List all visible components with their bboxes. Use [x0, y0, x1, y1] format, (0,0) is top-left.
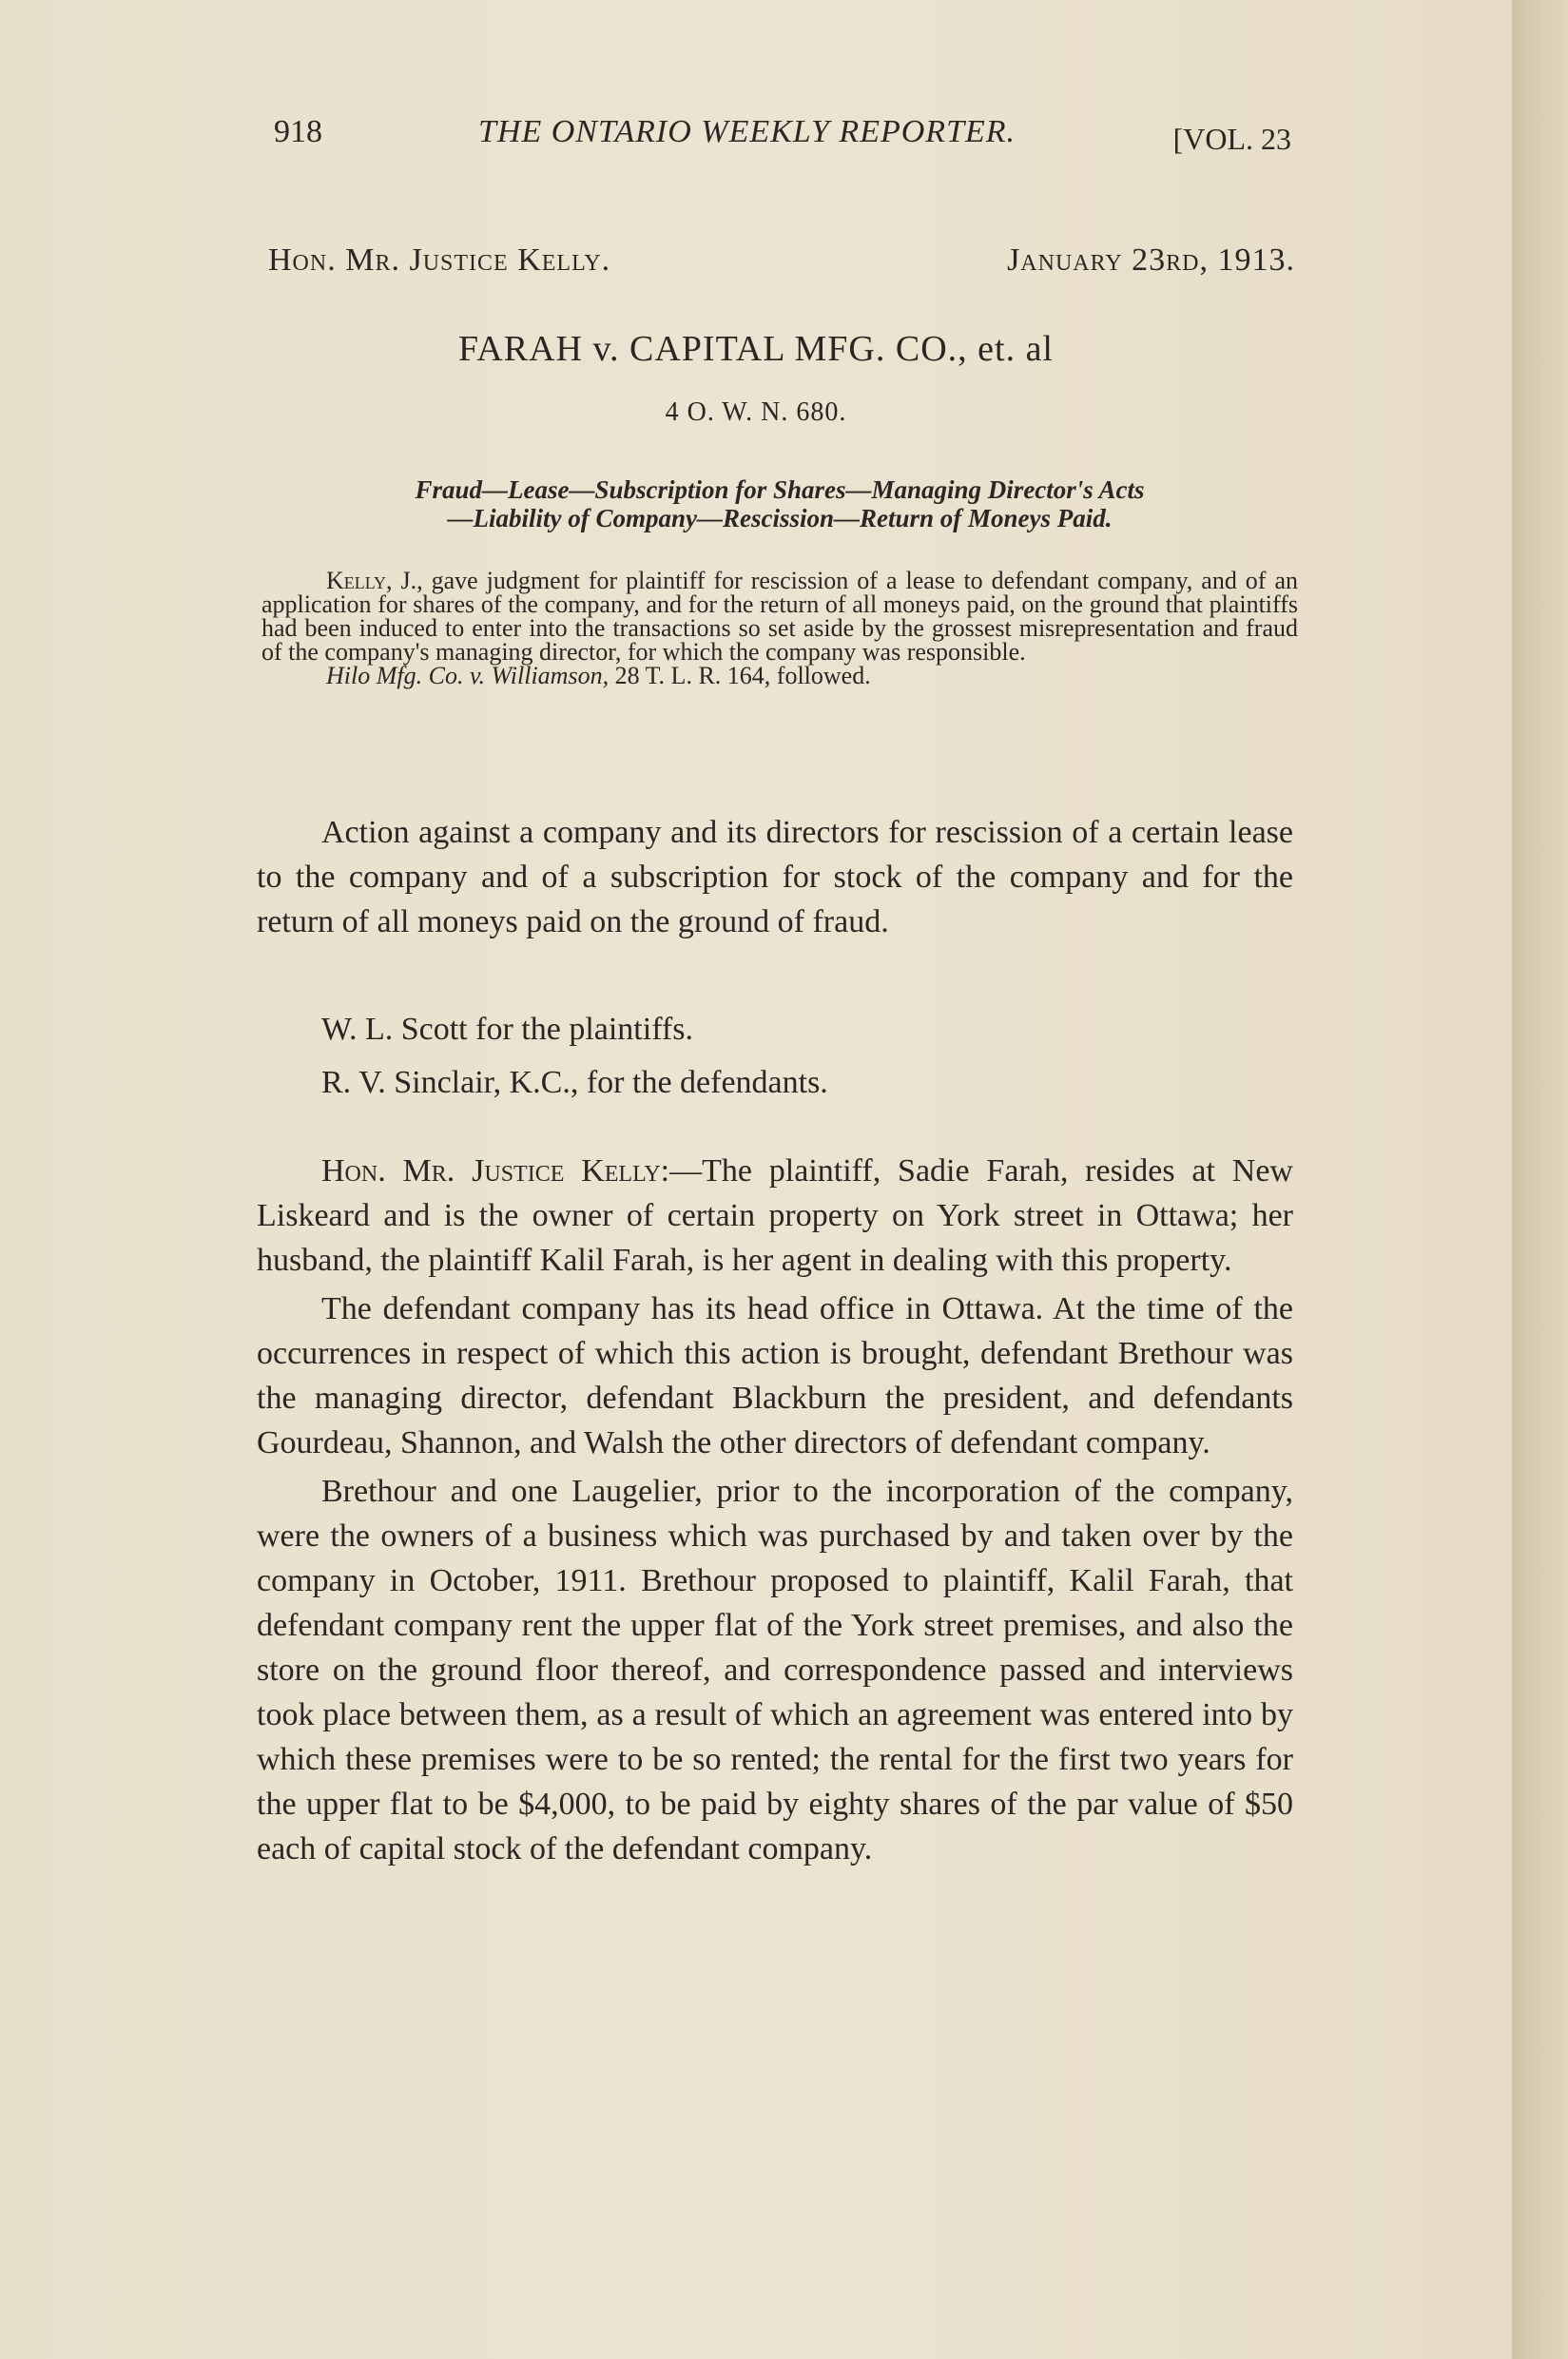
judgment-paragraph-1-text: —The plaintiff, Sadie Farah, resides at New Liskeard and is the owner of certain property on York street in Ottawa; her husband, the plaintiff Kalil Farah, is her agent in dealing with this property. [257, 1153, 1293, 1278]
judgment-body [257, 1149, 1293, 1871]
headnote-text: , gave judgment for plaintiff for rescission of a lease to defendant company, and of an application for shares of the company, and for the return of all moneys paid, on the ground that plaintiffs had been induced to enter into the transactions so set aside by the grossest misrepresentation and fraud of the company's managing director, for which the company was responsible. [261, 567, 1299, 666]
page-number: 918 [274, 114, 322, 149]
catchwords-line-2: —Liability of Company—Rescission—Return of Moneys Paid. [447, 504, 1113, 532]
judgment-paragraph-1 [257, 1149, 1293, 1283]
volume-number: [VOL. 23 [1172, 122, 1291, 156]
headnote-paragraph [261, 569, 1298, 664]
judgment-paragraph-3: Brethour and one Laugelier, prior to the incorporation of the company, were the owners of a business which was purchased by and taken over by the company in October, 1911. Brethour proposed to plaintiff, Kalil Farah, that defendant company rent the upper flat of the York street premises, and also the store on the ground floor thereof, and correspondence passed and interviews took place between them, as a result of which an agreement was entered into by which these premises were to be so rented; the rental for the first two years for the upper flat to be $4,000, to be paid by eighty shares of the par value of $50 each of capital stock of the defendant company. [257, 1474, 1293, 1866]
headnote-authority [261, 664, 1298, 687]
case-title: FARAH v. CAPITAL MFG. CO., et. al [457, 329, 1054, 369]
headnote [261, 569, 1298, 687]
headnote-judge: Kelly, J. [326, 567, 417, 594]
page-edge [1512, 0, 1568, 2359]
running-head [274, 114, 1301, 162]
cited-case: Hilo Mfg. Co. v. Williamson, [326, 662, 610, 689]
publication-title: THE ONTARIO WEEKLY REPORTER. [478, 114, 1016, 149]
judgment-paragraph-2: The defendant company has its head office in Ottawa. At the time of the occurrences in respect of which this action is brought, defendant Brethour was the managing director, defendant Blackburn the president, and defendants Gourdeau, Shannon, and Walsh the other directors of defendant company. [257, 1291, 1293, 1460]
action-summary [257, 810, 1293, 944]
judge-date-line [268, 242, 1295, 290]
judgment-date: January 23rd, 1913. [1007, 242, 1295, 278]
judge-name: Hon. Mr. Justice Kelly. [268, 242, 611, 278]
counsel-plaintiffs: W. L. Scott for the plaintiffs. [321, 1012, 693, 1047]
judgment-speaker: Hon. Mr. Justice Kelly: [321, 1153, 670, 1189]
cited-case-reference: 28 T. L. R. 164, followed. [609, 662, 871, 689]
counsel-defendants: R. V. Sinclair, K.C., for the defendants. [321, 1065, 828, 1100]
catchwords [261, 475, 1298, 532]
catchwords-line-1: Fraud—Lease—Subscription for Shares—Managing Director's Acts [415, 475, 1145, 504]
action-summary-paragraph: Action against a company and its directors for rescission of a certain lease to the company and of a subscription for stock of the company and for the return of all moneys paid on the ground of fraud. [257, 815, 1293, 939]
case-citation: 4 O. W. N. 680. [665, 397, 847, 427]
